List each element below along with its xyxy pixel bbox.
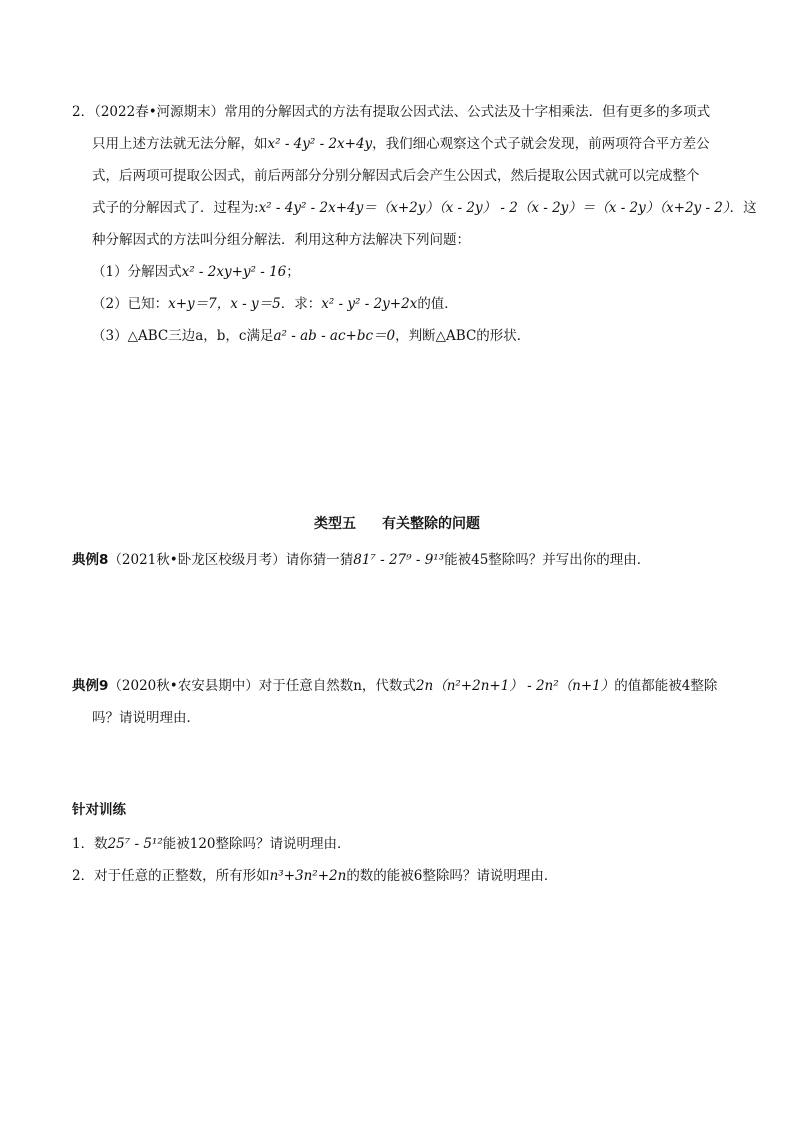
example-8: 典例8（2021秋•卧龙区校级月考）请你猜一猜81⁷ - 27⁹ - 9¹³能被45整除吗？并写出你的理由． — [72, 552, 651, 568]
training-title: 针对训练 — [72, 802, 126, 818]
question-1: （1）分解因式x² - 2xy+y² - 16； — [92, 264, 300, 280]
problem2-line2: 只用上述方法就无法分解，如x² - 4y² - 2x+4y，我们细心观察这个式子就会发现，前两项符合平方差公 — [92, 136, 710, 152]
expression: 2n（n²+2n+1） - 2n²（n+1） — [415, 678, 615, 694]
expression: x² - y² - 2y+2x — [321, 296, 418, 312]
example-9: 典例9（2020秋•农安县期中）对于任意自然数n，代数式2n（n²+2n+1） - 2n²（n+1）的值都能被4整除 — [72, 678, 718, 694]
expression: 25⁷ - 5¹² — [107, 836, 163, 852]
expression: n³+3n²+2n — [269, 868, 347, 884]
condition: x+y＝7，x - y＝5 — [168, 296, 281, 312]
training-item-2: 2．对于任意的正整数，所有形如n³+3n²+2n的数的能被6整除吗？请说明理由． — [72, 868, 558, 884]
example-9-line2: 吗？请说明理由． — [92, 710, 200, 726]
problem2-line4: 式子的分解因式了．过程为:x² - 4y² - 2x+4y＝（x+2y）（x - 2y） - 2（x - 2y）＝（x - 2y）（x+2y - 2）．这 — [92, 200, 757, 216]
problem2-line3: 式，后两项可提取公因式，前后两部分分别分解因式后会产生公因式，然后提取公因式就可以完成整个 — [92, 168, 700, 184]
problem2-line5: 种分解因式的方法叫分组分解法．利用这种方法解决下列问题： — [92, 232, 470, 248]
expression: x² - 2xy+y² - 16 — [181, 264, 287, 280]
section-heading: 类型五 有关整除的问题 — [314, 516, 480, 532]
expression: 81⁷ - 27⁹ - 9¹³ — [353, 552, 445, 568]
example-label: 典例8 — [72, 552, 109, 568]
expression: a² - ab - ac+bc＝0 — [273, 328, 396, 344]
question-3: （3）△ABC三边a，b，c满足a² - ab - ac+bc＝0，判断△ABC的形状． — [92, 328, 531, 344]
expression: x² - 4y² - 2x+4y — [267, 136, 373, 152]
question-2: （2）已知：x+y＝7，x - y＝5．求：x² - y² - 2y+2x的值． — [92, 296, 458, 312]
training-item-1: 1．数25⁷ - 5¹²能被120整除吗？请说明理由． — [72, 836, 351, 852]
problem2-line1: 2．（2022春•河源期末）常用的分解因式的方法有提取公因式法、公式法及十字相乘法．但有更多的多项式 — [72, 104, 711, 120]
expression: x² - 4y² - 2x+4y＝（x+2y）（x - 2y） - 2（x - 2y）＝（x - 2y）（x+2y - 2） — [258, 200, 730, 216]
example-label: 典例9 — [72, 678, 109, 694]
